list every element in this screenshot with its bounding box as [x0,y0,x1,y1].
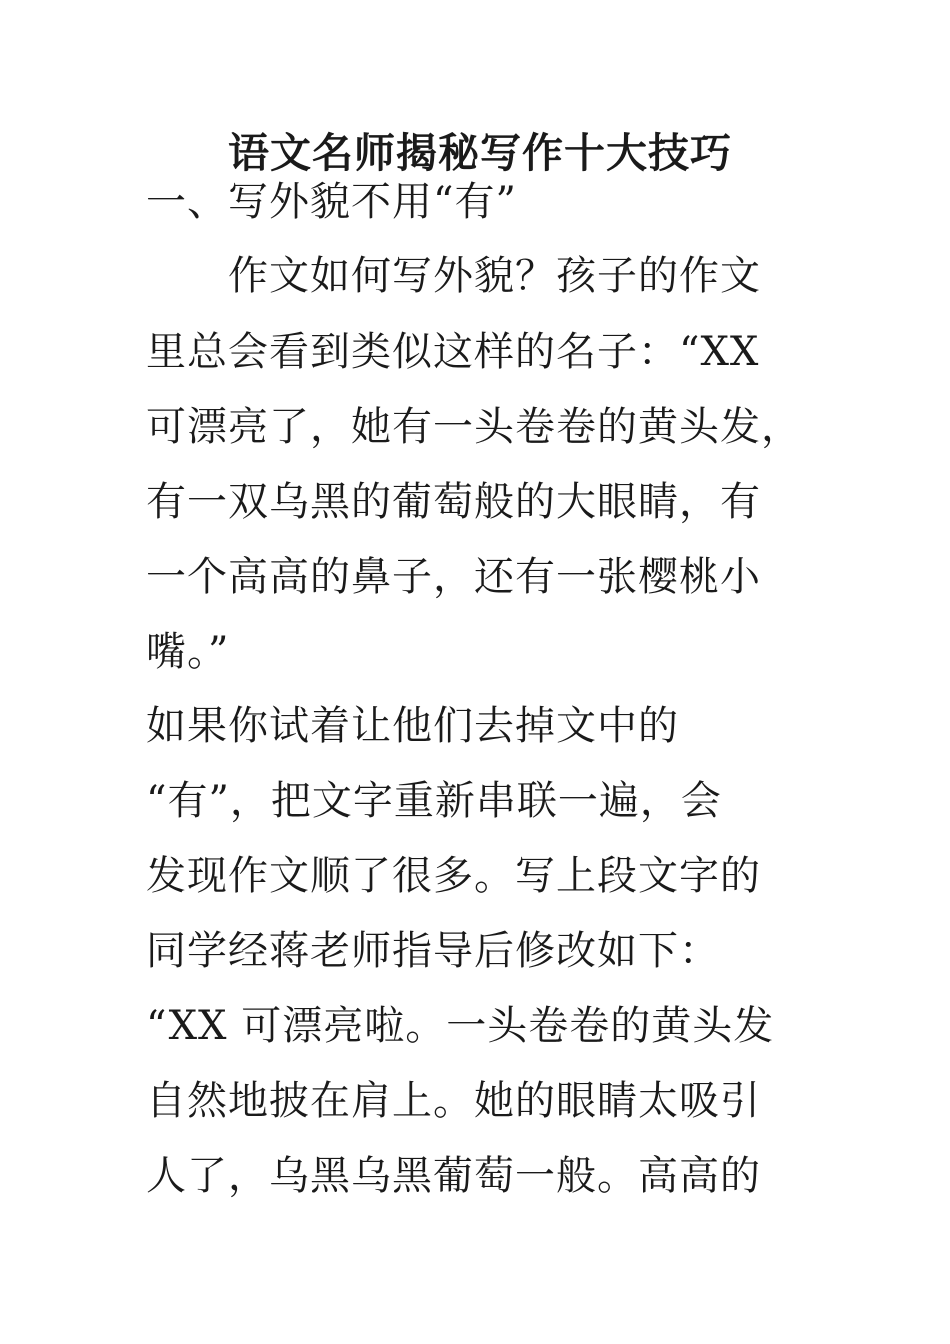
body-line: 自然地披在肩上。她的眼睛太吸引 [146,1078,761,1124]
body-line: 一个高高的鼻子，还有一张樱桃小 [146,554,761,600]
section-heading: 一、写外貌不用“有” [146,179,517,225]
body-line: 嘴。” [146,629,230,675]
body-line: 如果你试着让他们去掉文中的 [146,703,679,749]
body-line: “有”，把文字重新串联一遍，会 [146,778,722,824]
body-line: 里总会看到类似这样的名子：“XX [146,329,760,375]
body-line: “XX 可漂亮啦。一头卷卷的黄头发 [146,1003,775,1049]
body-line: 可漂亮了，她有一头卷卷的黄头发， [146,404,802,450]
body-line: 有一双乌黑的葡萄般的大眼睛，有 [146,479,761,525]
body-line: 作文如何写外貌？孩子的作文 [228,253,761,299]
body-line: 人了，乌黑乌黑葡萄一般。高高的 [146,1153,761,1199]
body-line: 同学经蒋老师指导后修改如下： [146,928,720,974]
body-line: 发现作文顺了很多。写上段文字的 [146,853,761,899]
document-title: 语文名师揭秘写作十大技巧 [228,129,732,177]
